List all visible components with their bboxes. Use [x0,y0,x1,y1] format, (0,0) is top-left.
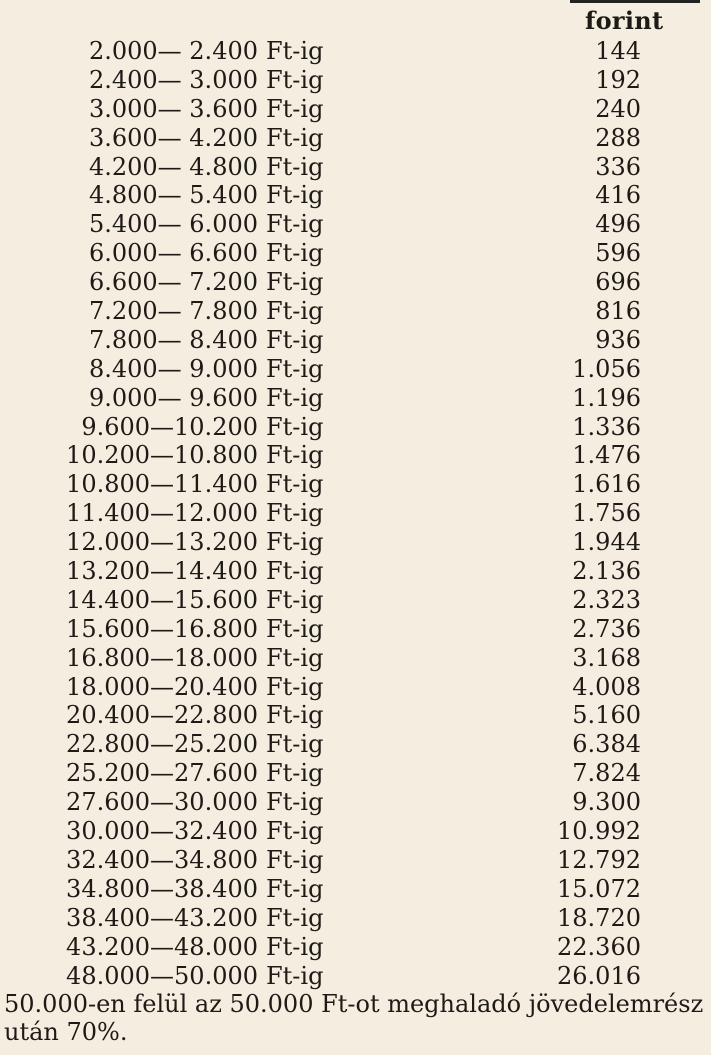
unit-label: Ft-ig [266,874,324,903]
unit-label: Ft-ig [266,325,324,354]
table-row [0,441,711,470]
unit-label: Ft-ig [266,557,324,586]
tax-amount: 2.736 [572,614,641,643]
tax-amount: 144 [595,37,641,65]
column-header-forint: forint [585,6,664,35]
tax-amount: 1.756 [572,499,641,528]
tax-amount: 1.476 [572,441,641,470]
table-row [0,413,711,442]
tax-amount: 5.160 [572,701,641,730]
tax-amount: 15.072 [557,874,641,903]
table-row [0,181,711,210]
income-range: 3.000— 3.600 [88,94,258,123]
unit-label: Ft-ig [266,759,324,788]
table-row [0,875,711,904]
unit-label: Ft-ig [266,730,324,759]
table-row [0,384,711,413]
tax-amount: 7.824 [572,759,641,788]
table-row [0,846,711,875]
tax-amount: 936 [595,325,641,354]
tax-amount: 1.056 [572,354,641,383]
unit-label: Ft-ig [266,383,324,412]
tax-amount: 10.992 [557,817,641,846]
table-row [0,66,711,95]
income-range: 3.600— 4.200 [88,123,258,152]
table-row [0,759,711,788]
tax-amount: 9.300 [572,788,641,817]
income-range: 12.000—13.200 [66,528,258,557]
income-range: 38.400—43.200 [66,903,258,932]
tax-amount: 696 [595,268,641,297]
tax-amount: 336 [595,152,641,181]
unit-label: Ft-ig [266,932,324,961]
unit-label: Ft-ig [266,499,324,528]
income-range: 43.200—48.000 [66,932,258,961]
unit-label: Ft-ig [266,239,324,268]
table-row [0,355,711,384]
unit-label: Ft-ig [266,181,324,210]
unit-label: Ft-ig [266,152,324,181]
tax-amount: 1.944 [572,528,641,557]
table-row [0,210,711,239]
income-range: 6.000— 6.600 [88,239,258,268]
unit-label: Ft-ig [266,123,324,152]
unit-label: Ft-ig [266,94,324,123]
unit-label: Ft-ig [266,614,324,643]
unit-label: Ft-ig [266,585,324,614]
tax-amount: 816 [595,297,641,326]
table-row [0,557,711,586]
tax-amount: 3.168 [572,643,641,672]
income-range: 15.600—16.800 [66,614,258,643]
income-range: 14.400—15.600 [66,585,258,614]
table-row [0,586,711,615]
unit-label: Ft-ig [266,817,324,846]
income-range: 11.400—12.000 [66,499,258,528]
income-range: 7.200— 7.800 [88,297,258,326]
income-range: 5.400— 6.000 [88,210,258,239]
unit-label: Ft-ig [266,210,324,239]
table-row [0,644,711,673]
income-range: 7.800— 8.400 [88,325,258,354]
footnote: 50.000-en felül az 50.000 Ft-ot meghaladó jövedelemrész után 70%. [4,990,704,1046]
tax-amount: 2.136 [572,557,641,586]
income-range: 2.000— 2.400 [88,37,258,65]
unit-label: Ft-ig [266,903,324,932]
tax-amount: 596 [595,239,641,268]
tax-amount: 22.360 [557,932,641,961]
income-range: 4.200— 4.800 [88,152,258,181]
income-range: 4.800— 5.400 [88,181,258,210]
unit-label: Ft-ig [266,528,324,557]
income-range: 16.800—18.000 [66,643,258,672]
tax-amount: 1.336 [572,412,641,441]
income-range: 22.800—25.200 [66,730,258,759]
unit-label: Ft-ig [266,788,324,817]
unit-label: Ft-ig [266,354,324,383]
tax-amount: 12.792 [557,845,641,874]
income-range: 27.600—30.000 [66,788,258,817]
table-row [0,615,711,644]
table-row [0,730,711,759]
unit-label: Ft-ig [266,701,324,730]
table-row [0,37,711,66]
table-row [0,528,711,557]
tax-amount: 2.323 [572,585,641,614]
unit-label: Ft-ig [266,441,324,470]
table-row [0,297,711,326]
table-row [0,788,711,817]
tax-amount: 240 [595,94,641,123]
tax-amount: 6.384 [572,730,641,759]
tax-amount: 496 [595,210,641,239]
table-row [0,962,711,991]
tax-amount: 26.016 [557,961,641,990]
tax-amount: 1.196 [572,383,641,412]
table-row [0,933,711,962]
table-row [0,817,711,846]
unit-label: Ft-ig [266,268,324,297]
income-range: 25.200—27.600 [66,759,258,788]
income-range: 2.400— 3.000 [88,65,258,94]
tax-amount: 192 [595,65,641,94]
unit-label: Ft-ig [266,672,324,701]
income-range: 32.400—34.800 [66,845,258,874]
unit-label: Ft-ig [266,961,324,990]
table-row [0,326,711,355]
income-range: 20.400—22.800 [66,701,258,730]
income-range: 10.800—11.400 [66,470,258,499]
table-row [0,904,711,933]
table-row [0,124,711,153]
income-range: 18.000—20.400 [66,672,258,701]
unit-label: Ft-ig [266,470,324,499]
income-range: 34.800—38.400 [66,874,258,903]
income-range: 8.400— 9.000 [88,354,258,383]
income-range: 9.600—10.200 [81,412,258,441]
unit-label: Ft-ig [266,412,324,441]
unit-label: Ft-ig [266,845,324,874]
top-rule [570,0,700,3]
unit-label: Ft-ig [266,65,324,94]
income-range: 10.200—10.800 [66,441,258,470]
table-row [0,470,711,499]
income-range: 30.000—32.400 [66,817,258,846]
table-row [0,673,711,702]
table-row [0,268,711,297]
income-range: 6.600— 7.200 [88,268,258,297]
income-range: 13.200—14.400 [66,557,258,586]
income-range: 48.000—50.000 [66,961,258,990]
table-row [0,239,711,268]
table-row [0,499,711,528]
table-row [0,701,711,730]
table-row [0,153,711,182]
unit-label: Ft-ig [266,643,324,672]
tax-table [0,37,711,990]
tax-amount: 1.616 [572,470,641,499]
unit-label: Ft-ig [266,37,324,65]
table-row [0,95,711,124]
unit-label: Ft-ig [266,297,324,326]
income-range: 9.000— 9.600 [88,383,258,412]
tax-amount: 416 [595,181,641,210]
tax-amount: 18.720 [557,903,641,932]
tax-amount: 4.008 [572,672,641,701]
tax-amount: 288 [595,123,641,152]
